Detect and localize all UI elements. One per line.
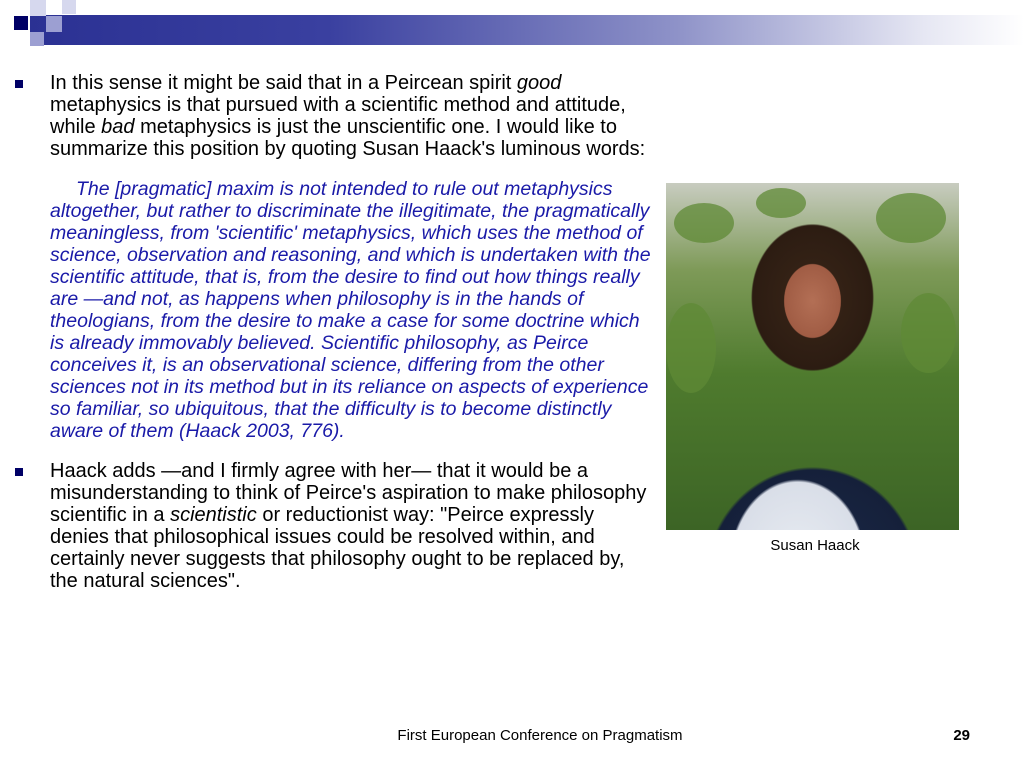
- bullet1-emphasis-good: good: [516, 72, 562, 94]
- bullet-paragraph: [12, 72, 652, 160]
- bullet1-text: In this sense it might be said that in a Peircean spirit: [50, 72, 517, 94]
- bullet2-text-end: or reductionist way: "Peirce expressly denies that philosophical issues could be resolved within, and certainly never suggests that philosophy ought to be replaced by, the natural sciences".: [50, 504, 625, 592]
- bullet2-text: Haack adds —and I firmly agree with her— that it would be a misunderstanding to think of Peirce's aspiration to make philosophy scientific in a: [50, 460, 647, 526]
- bullet-icon: [15, 80, 23, 88]
- bullet2-emphasis-scientistic: scientistic: [170, 504, 257, 526]
- header-square: [14, 16, 28, 30]
- bullet1-text-end: metaphysics is just the unscientific one. I would like to summarize this position by quoting Susan Haack's luminous words:: [50, 116, 646, 160]
- bullet-icon: [15, 468, 23, 476]
- header-square: [46, 16, 62, 32]
- haack-quote: [50, 178, 652, 442]
- bullet1-text-cont: metaphysics is that pursued with a scientific method and attitude, while: [50, 94, 626, 138]
- page-number: 29: [953, 727, 970, 744]
- quote-text: The [pragmatic] maxim is not intended to rule out metaphysics altogether, but rather to discriminate the illegitimate, the pragmatically meaningless, from 'scientific' metaphysics, which uses the method of science, observation and reasoning, and which is undertaken with the scientific attitude, that is, from the desire to find out how things really are —and not, as happens when philosophy is in the hands of theologians, from the desire to make a case for some doctrine which is already immovably believed. Scientific philosophy, as Peirce conceives it, is an observational science, differing from the other sciences not in its method but in its reliance on aspects of experience so familiar, so ubiquitous, that the difficulty is to become distinctly aware of them (Haack 2003, 776).: [50, 178, 651, 442]
- header-square: [62, 0, 76, 14]
- header-bar: [30, 15, 1024, 45]
- slide-body: [12, 72, 652, 592]
- portrait-photo: [666, 183, 959, 530]
- photo-caption: Susan Haack: [770, 537, 860, 554]
- header-square: [46, 0, 60, 14]
- header-square: [30, 32, 44, 46]
- footer-text: First European Conference on Pragmatism: [397, 727, 683, 744]
- header-square: [30, 0, 46, 16]
- bullet-paragraph: [12, 460, 652, 592]
- bullet1-emphasis-bad: bad: [101, 116, 135, 138]
